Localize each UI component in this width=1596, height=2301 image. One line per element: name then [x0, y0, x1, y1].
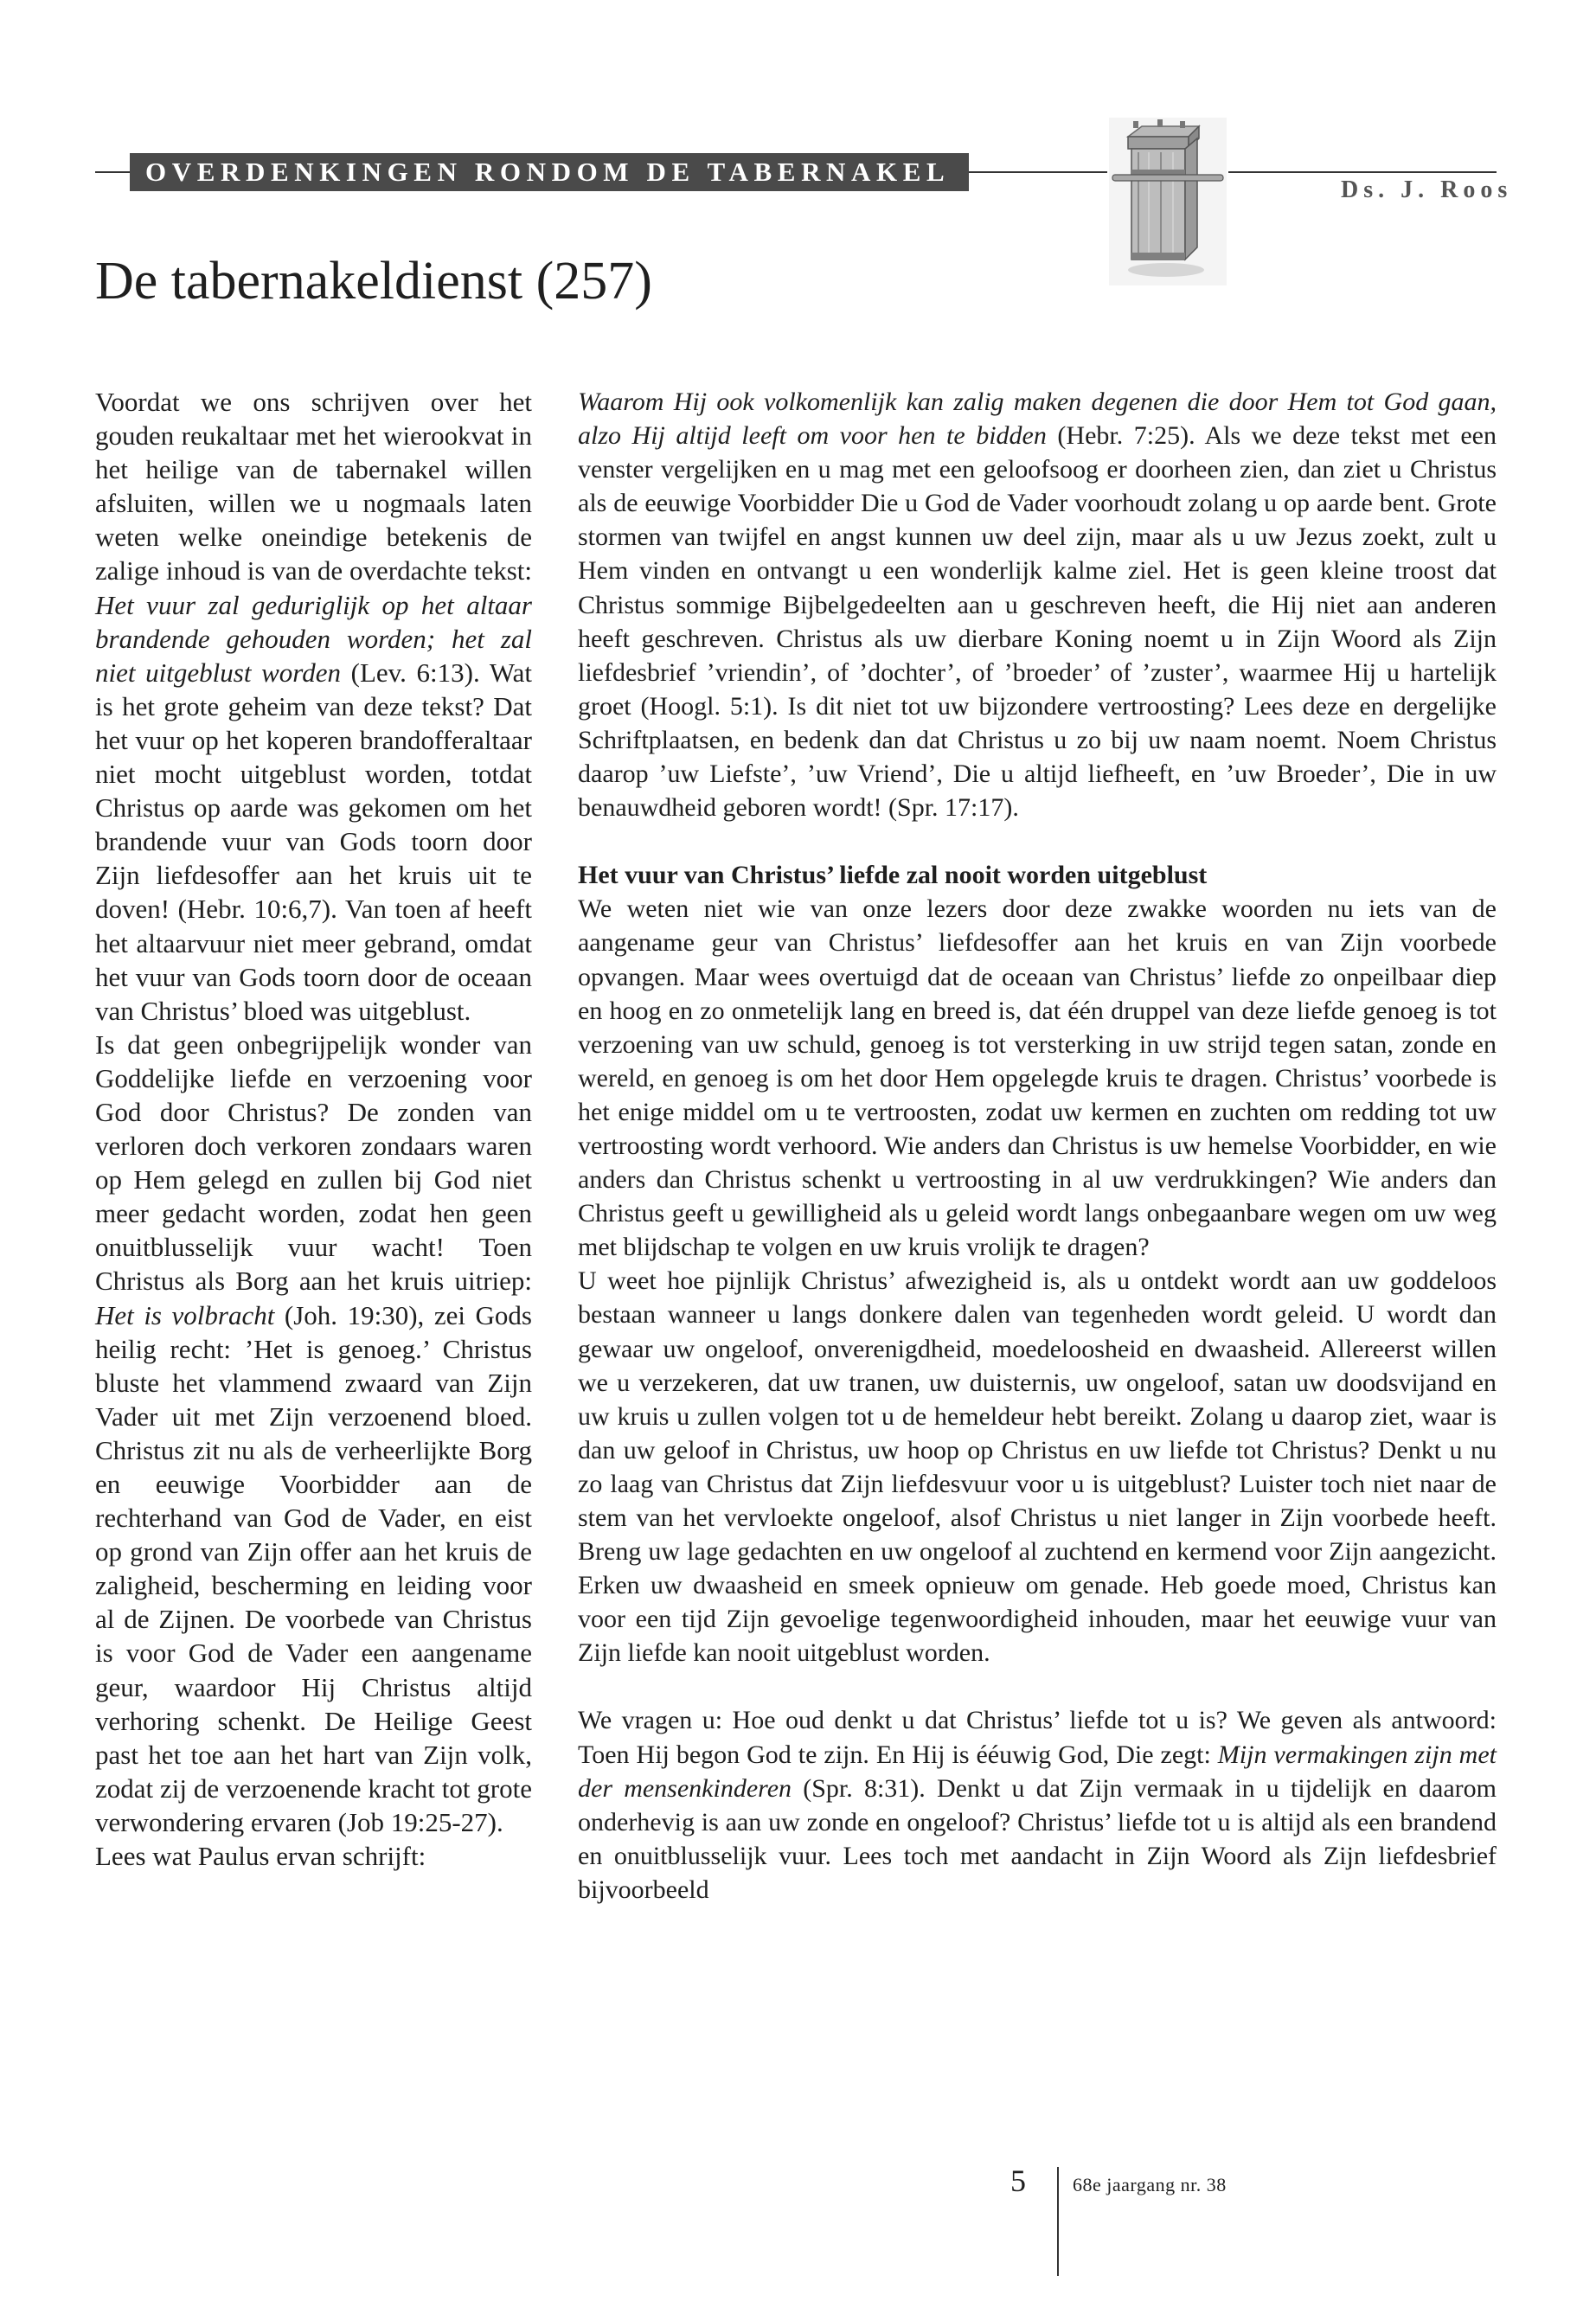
right-paragraph-2: We weten niet wie van onze lezers door deze zwakke woorden nu iets van de aangename geur van Christus’ liefdesoffer aan het kruis en van Zijn voorbede opvangen. Maar wees overtuigd dat de oceaan van Christus’ liefde zo onpeilbaar diep en hoog en zo onmetelijk lang en breed is, dat één druppel van deze liefde genoeg is tot verzoening van uw schuld, genoeg is tot versterking in uw strijd tegen satan, zonde en wereld, en genoeg is om het door Hem opgelegde kruis te dragen. Christus’ voorbede is het enige middel om u te vertroosten, zodat uw kermen en zuchten om redding tot uw vertroosting wordt verhoord. Wie anders dan Christus is uw hemelse Voorbidder, en wie anders dan Christus schenkt u vertroosting in al uw verdrukkingen? Wie anders dan Christus geeft u gewilligheid als u geleid wordt langs onbegaanbare wegen om uw weg met blijdschap te volgen en uw kruis vrolijk te dragen?	[578, 894, 1497, 1262]
footer-divider	[1057, 2167, 1059, 2276]
right-column	[578, 385, 1497, 1907]
issue-info: 68e jaargang nr. 38	[1073, 2174, 1227, 2195]
left-column	[95, 385, 532, 1873]
page-number: 5	[1010, 2163, 1026, 2198]
scripture-quote: Het is volbracht	[95, 1299, 275, 1330]
header-rule-right	[1228, 171, 1497, 173]
author-name: Ds. J. Roos	[1341, 176, 1513, 203]
right-paragraph-4: We vragen u: Hoe oud denkt u dat Christus’ liefde tot u is? We geven als antwoord: Toen Hij begon God te zijn. En Hij is ééuwig God, Die zegt: Mijn vermakingen zijn met der mensenkinderen (Spr. 8:31). Denkt u dat Zijn vermaak in u tijdelijk en daarom onderhevig is aan uw zonde en ongeloof? Christus’ liefde tot u is altijd als een brandend en onuitblusselijk vuur. Lees toch met aandacht in Zijn Woord als Zijn liefdesbrief bijvoorbeeld	[578, 1706, 1497, 1904]
scripture-quote: Het vuur zal geduriglijk op het altaar brandende gehouden worden; het zal niet uitgeblust worden	[95, 589, 532, 688]
section-heading: Het vuur van Christus’ liefde zal nooit worden uitgeblust	[578, 861, 1208, 890]
right-paragraph-3: U weet hoe pijnlijk Christus’ afwezigheid is, als u ontdekt wordt aan uw goddeloos bestaan wanneer u langs donkere dalen van tegenheden wordt geleid. U wordt dan gewaar uw ongeloof, onverenigdheid, moedeloosheid en dwaasheid. Allereerst willen we u verzekeren, dat uw tranen, uw duisternis, uw ongeloof, satan uw doodsvijand en uw kruis u zullen volgen tot u de hemeldeur hebt bereikt. Zolang u daarop ziet, waar is dan uw geloof in Christus, uw hoop op Christus en uw liefde tot Christus? Denkt u nu zo laag van Christus dat Zijn liefdesvuur voor u is uitgeblust? Luister toch niet naar de stem van het vervloekte ongeloof, alsof Christus u niet langer in Zijn voorbede heeft. Breng uw lage gedachten en uw ongeloof al zuchtend en kermend voor Zijn aangezicht. Erken uw dwaasheid en smeek opnieuw om genade. Heb goede moed, Christus kan voor een tijd Zijn gevoelige tegenwoordigheid inhouden, maar het eeuwige vuur van Zijn liefde kan nooit uitgeblust worden.	[578, 1266, 1497, 1668]
left-paragraph-2: Is dat geen onbegrijpelijk wonder van Goddelijke liefde en verzoening voor God door Christus? De zonden van verloren doch verkoren zondaars waren op Hem gelegd en zullen bij God niet meer gedacht worden, zodat hen geen onuitblusselijk vuur wacht! Toen Christus als Borg aan het kruis uitriep: Het is volbracht (Joh. 19:30), zei Gods heilig recht: ’Het is genoeg.’ Christus bluste het vlammend zwaard van Zijn Vader uit met Zijn verzoenend bloed. Christus zit nu als de verheerlijkte Borg en eeuwige Voorbidder aan de rechterhand van God de Vader, en eist op grond van Zijn offer aan het kruis de zaligheid, bescherming en leiding voor al de Zijnen. De voorbede van Christus is voor God de Vader een aangename geur, waardoor Hij Christus altijd verhoring schenkt. De Heilige Geest past het toe aan het hart van Zijn volk, zodat zij de verzoenende kracht tot grote verwondering ervaren (Job 19:25-27).	[95, 1029, 532, 1837]
scripture-quote: Mijn vermakingen zijn met der mensenkinderen	[578, 1740, 1497, 1803]
right-paragraph-1: Waarom Hij ook volkomenlijk kan zalig maken degenen die door Hem tot God gaan, alzo Hij altijd leeft om voor hen te bidden (Hebr. 7:25). Als we deze tekst met een venster vergelijken en u mag met een geloofsoog er doorheen zien, dan ziet u Christus als de eeuwige Voorbidder Die u God de Vader voorhoudt zolang u op aarde bent. Grote stormen van twijfel en angst kunnen uw deel zijn, maar als u uw Jezus zoekt, zult u Hem vinden en ontvangt u een wonderlijk kalme ziel. Het is geen kleine troost dat Christus sommige Bijbelgedeelten aan u geschreven heeft, die Hij niet aan anderen heeft geschreven. Christus als uw dierbare Koning noemt u in Zijn Woord als Zijn liefdesbrief ’vriendin’, of ’dochter’, of ’broeder’ of ’zuster’, waarmee Hij u hartelijk groet (Hoogl. 5:1). Is dit niet tot uw bijzondere vertroosting? Lees deze en dergelijke Schriftplaatsen, en bedenk dan dat Christus u zo bij uw naam noemt. Noem Christus daarop ’uw Liefste’, ’uw Vriend’, Die u altijd liefheeft, en ’uw Broeder’, Die in uw benauwdheid geboren wordt! (Spr. 17:17).	[578, 388, 1497, 823]
page-title: De tabernakeldienst (257)	[95, 252, 652, 311]
left-paragraph-3: Lees wat Paulus ervan schrijft:	[95, 1841, 426, 1872]
scripture-quote: Waarom Hij ook volkomenlijk kan zalig maken degenen die door Hem tot God gaan, alzo Hij altijd leeft om voor hen te bidden	[578, 388, 1497, 451]
left-paragraph-1: Voordat we ons schrijven over het gouden reukaltaar met het wierookvat in het heilige van de tabernakel willen afsluiten, willen we u nogmaals laten weten welke oneindige betekenis de zalige inhoud is van de overdachte tekst: Het vuur zal geduriglijk op het altaar brandende gehouden worden; het zal niet uitgeblust worden (Lev. 6:13). Wat is het grote geheim van deze tekst? Dat het vuur op het koperen brandofferaltaar niet mocht uitgeblust worden, totdat Christus op aarde was gekomen om het brandende vuur van Gods toorn door Zijn liefdesoffer aan het kruis uit te doven! (Hebr. 10:6,7). Van toen af heeft het altaarvuur niet meer gebrand, omdat het vuur van Gods toorn door de oceaan van Christus’ bloed was uitgeblust.	[95, 387, 532, 1026]
series-banner: OVERDENKINGEN RONDOM DE TABERNAKEL	[130, 153, 969, 191]
incense-altar-illustration	[1109, 118, 1227, 285]
